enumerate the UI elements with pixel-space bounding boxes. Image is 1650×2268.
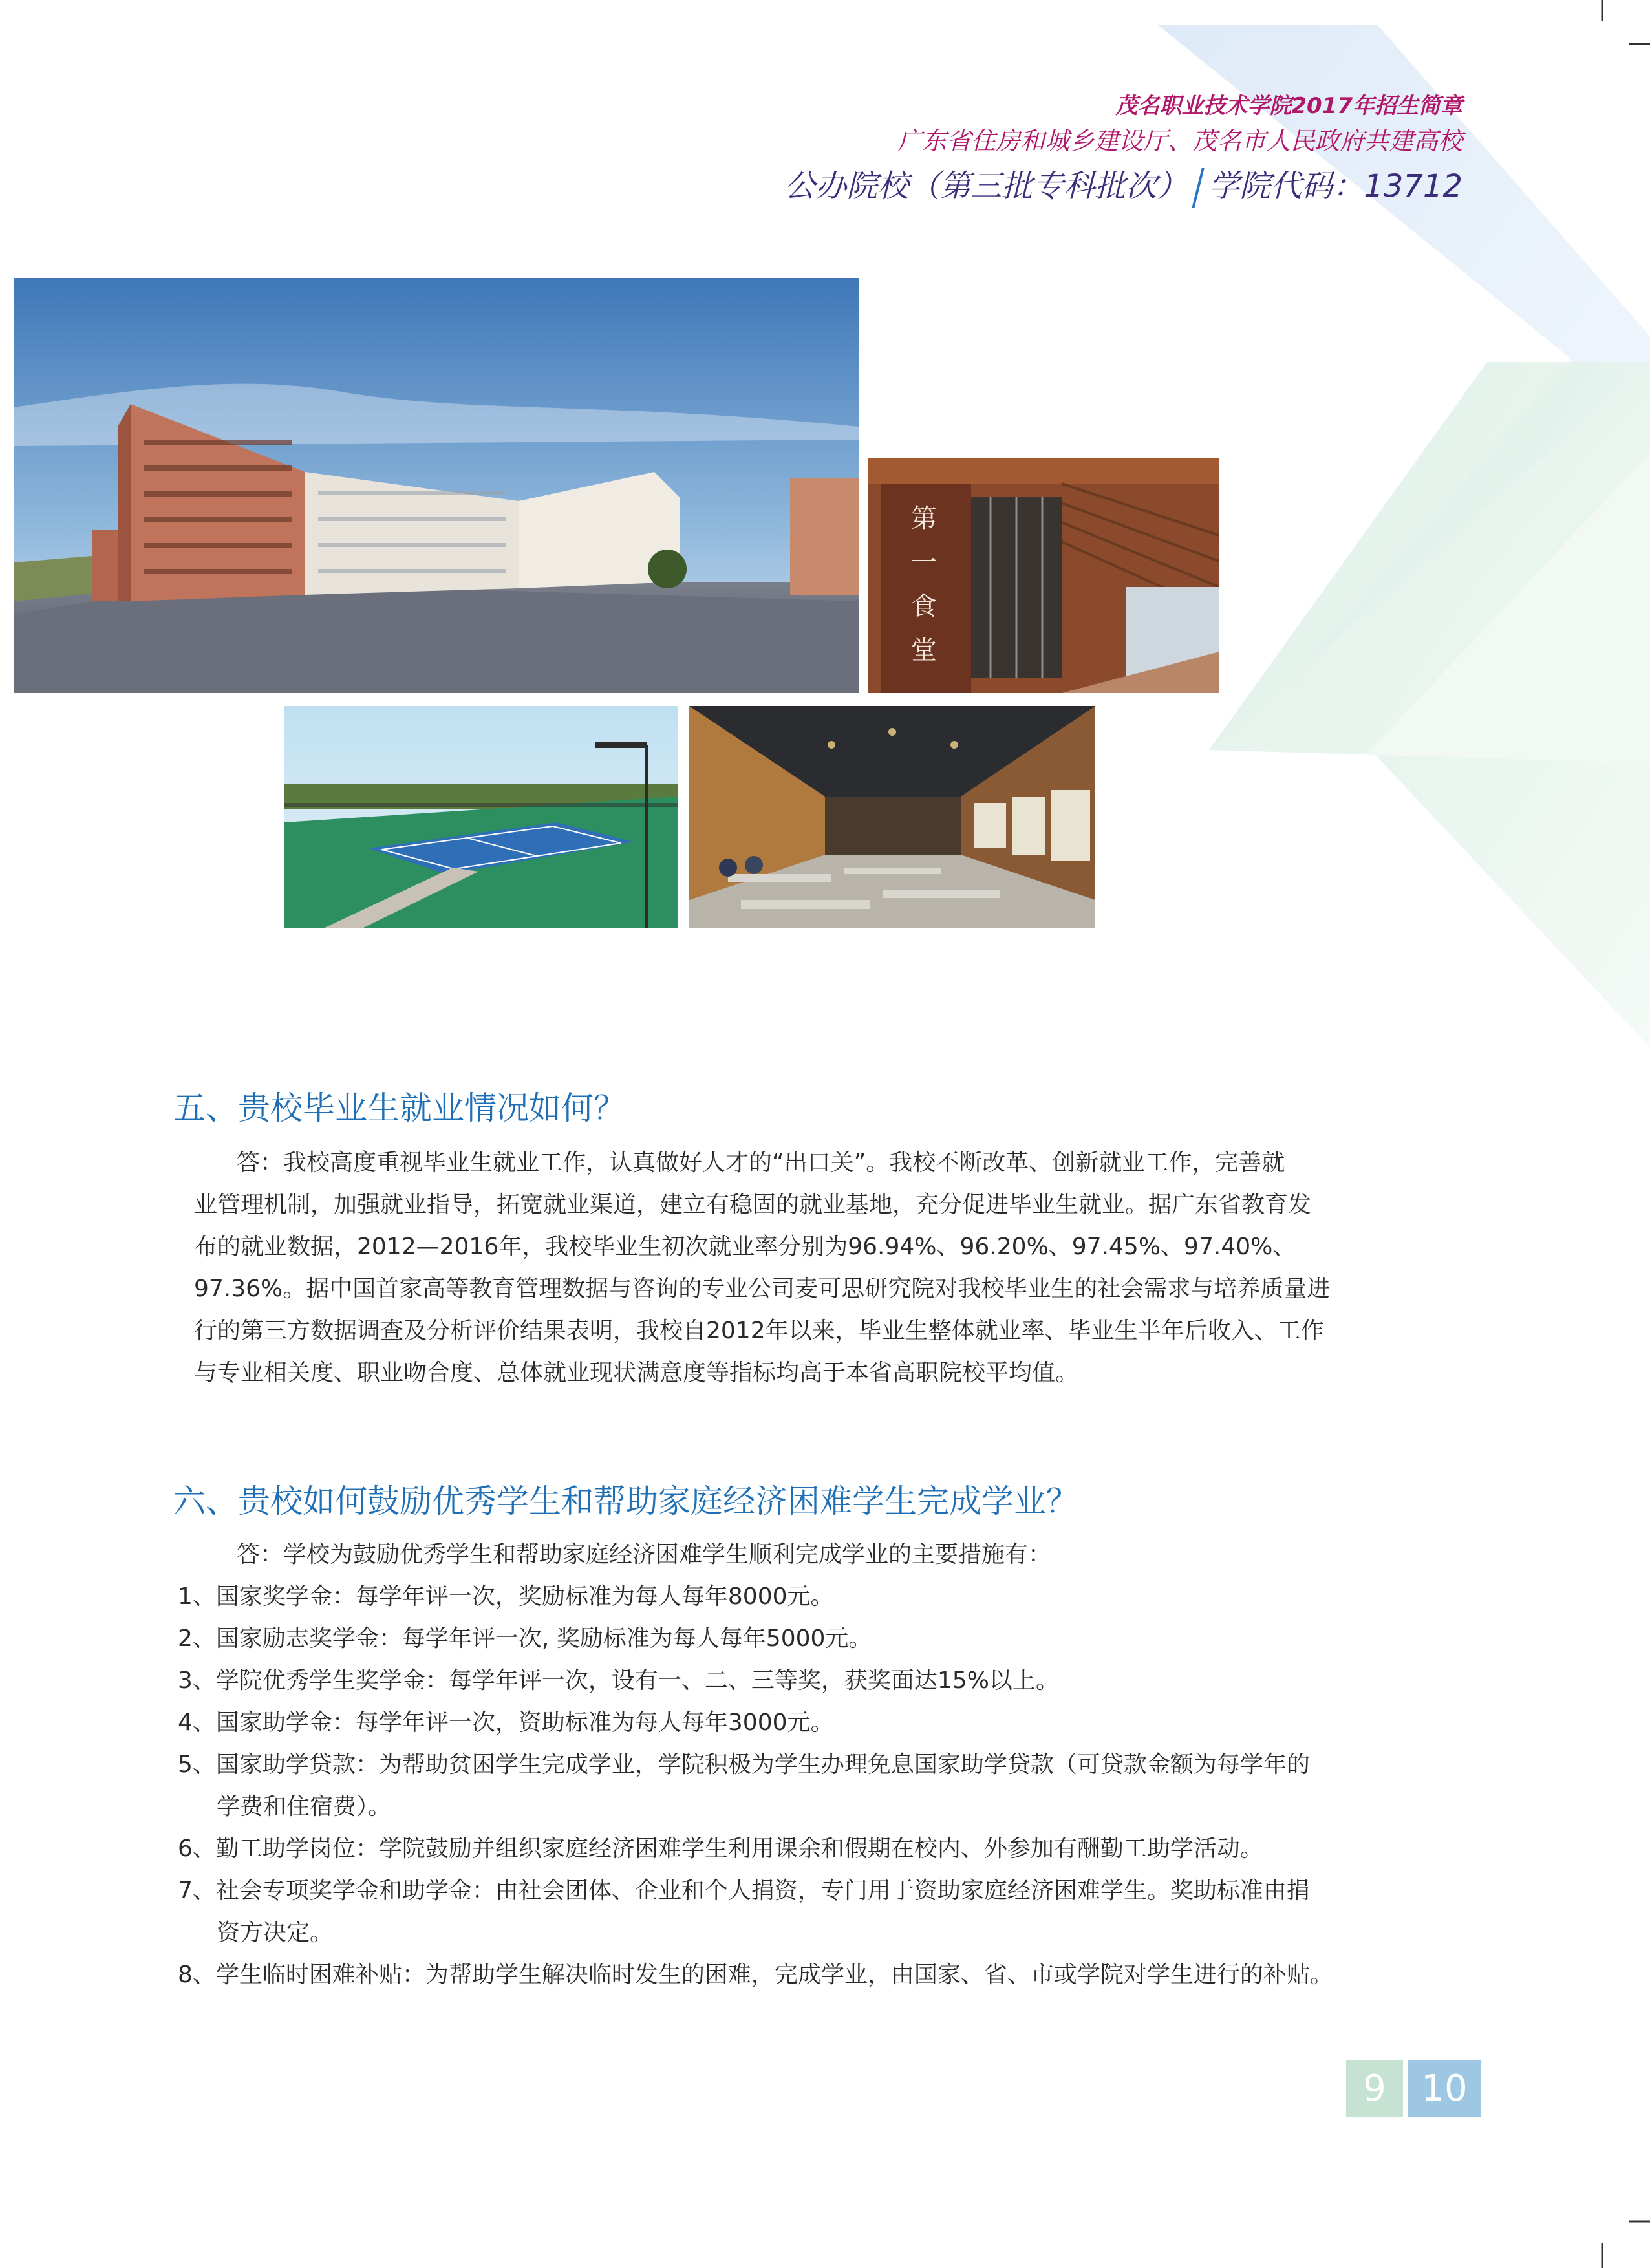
school-code: 学院代码：13712 bbox=[1208, 168, 1462, 204]
list-item: 1、国家奖学金：每学年评一次，奖励标准为每人每年8000元。 bbox=[178, 1583, 834, 1610]
list-item: 4、国家助学金：每学年评一次，资助标准为每人每年3000元。 bbox=[178, 1709, 834, 1736]
section-5-answer bbox=[194, 1142, 1442, 1394]
answer-line: 业管理机制，加强就业指导，拓宽就业渠道，建立有稳固的就业基地，充分促进毕业生就业。据广东省教育发 bbox=[194, 1192, 1312, 1218]
answer-line: 与专业相关度、职业吻合度、总体就业现状满意度等指标均高于本省高职院校平均值。 bbox=[194, 1360, 1079, 1386]
answer-line: 答：我校高度重视毕业生就业工作，认真做好人才的“出口关”。我校不断改革、创新就业工作，完善就 bbox=[237, 1150, 1285, 1176]
co-builder-line: 广东省住房和城乡建设厅、茂名市人民政府共建高校 bbox=[897, 127, 1462, 155]
list-item: 3、学院优秀学生奖学金：每学年评一次，设有一、二、三等奖，获奖面达15%以上。 bbox=[178, 1667, 1059, 1694]
page-number-left: 9 bbox=[1346, 2060, 1403, 2117]
brochure-title: 茂名职业技术学院2017年招生简章 bbox=[1115, 93, 1462, 119]
answer-intro: 答：学校为鼓励优秀学生和帮助家庭经济困难学生顺利完成学业的主要措施有： bbox=[237, 1541, 1052, 1568]
canteen-sign-char: 堂 bbox=[911, 636, 937, 665]
answer-line: 行的第三方数据调查及分析评价结果表明，我校自2012年以来，毕业生整体就业率、毕业生半年后收入、工作 bbox=[194, 1318, 1324, 1344]
section-6-title: 六、贵校如何鼓励优秀学生和帮助家庭经济困难学生完成学业？ bbox=[173, 1482, 1078, 1520]
canteen-interior-photo bbox=[689, 706, 1095, 928]
tennis-court-photo bbox=[284, 706, 678, 928]
divider-slash bbox=[1192, 168, 1205, 208]
list-item: 6、勤工助学岗位：学院鼓励并组织家庭经济困难学生利用课余和假期在校内、外参加有酬勤工助学活动。 bbox=[178, 1835, 1263, 1862]
brochure-header bbox=[784, 91, 1462, 212]
canteen-sign-char: 食 bbox=[911, 592, 937, 621]
canteen-sign bbox=[895, 497, 953, 672]
canteen-sign-char: 第 bbox=[911, 504, 937, 533]
list-item: 8、学生临时困难补贴：为帮助学生解决临时发生的困难，完成学业，由国家、省、市或学院对学生进行的补贴。 bbox=[178, 1962, 1333, 1988]
list-item-continuation: 资方决定。 bbox=[217, 1920, 334, 1946]
canteen-sign-char: 一 bbox=[911, 548, 937, 577]
list-item: 7、社会专项奖学金和助学金：由社会团体、企业和个人捐资，专门用于资助家庭经济困难学生。奖助标准由捐 bbox=[178, 1878, 1310, 1904]
answer-line: 97.36%。据中国首家高等教育管理数据与咨询的专业公司麦可思研究院对我校毕业生的社会需求与培养质量进 bbox=[194, 1276, 1331, 1302]
page-number-right: 10 bbox=[1408, 2060, 1481, 2117]
aid-measures-list bbox=[178, 1576, 1458, 1996]
list-item-continuation: 学费和住宿费）。 bbox=[217, 1793, 392, 1820]
school-code-line bbox=[784, 160, 1462, 212]
list-item: 2、国家励志奖学金：每学年评一次, 奖励标准为每人每年5000元。 bbox=[178, 1625, 872, 1652]
list-item: 5、国家助学贷款：为帮助贫困学生完成学业，学院积极为学生办理免息国家助学贷款（可贷款金额为每学年的 bbox=[178, 1751, 1310, 1778]
section-6-intro bbox=[194, 1534, 1442, 1576]
canteen-entrance-photo bbox=[868, 458, 1219, 693]
section-5-title: 五、贵校毕业生就业情况如何？ bbox=[173, 1089, 626, 1127]
campus-building-photo bbox=[14, 278, 859, 693]
school-type: 公办院校（第三批专科批次） bbox=[784, 168, 1188, 204]
answer-line: 布的就业数据，2012—2016年，我校毕业生初次就业率分别为96.94%、96.20%、97.45%、97.40%、 bbox=[194, 1234, 1296, 1260]
